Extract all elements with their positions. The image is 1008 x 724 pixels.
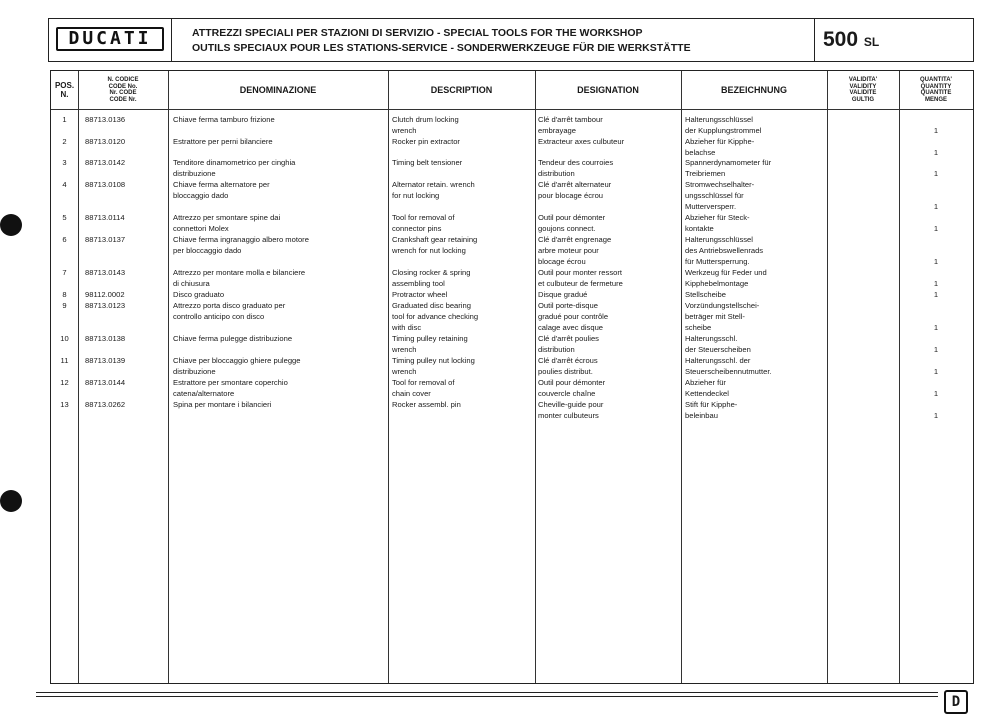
cell-code: 88713.0136 [85,115,126,124]
bottom-rule [36,696,938,697]
cell-qty: 1 [933,290,939,299]
model-number: 500 [823,28,859,51]
col-quantita-header: QUANTITA' QUANTITY QUANTITE MENGE [920,77,952,103]
cell-pos: 10 [60,334,69,343]
col-bezeichnung-header: BEZEICHNUNG [720,85,787,95]
column-divider [827,71,828,683]
cell-en: Clutch drum locking wrench [392,115,459,135]
cell-de: Halterungsschlüssel des Antriebswellenrads für Muttersperrung. [685,235,764,266]
cell-en: Timing belt tensioner [392,158,463,167]
cell-fr: Clé d'arrêt écrous poulies distribut. [538,356,598,376]
cell-it: Chiave ferma tamburo frizione [173,115,275,124]
title-line-2: OUTILS SPECIAUX POUR LES STATIONS-SERVICE - SONDERWERKZEUGE FÜR DIE WERKSTÄTTE [192,42,691,54]
tools-table [50,70,974,684]
cell-pos: 6 [62,235,67,244]
cell-en: Rocker pin extractor [392,137,460,146]
cell-pos: 2 [62,137,67,146]
cell-it: Attrezzo per smontare spine dai connettori Molex [173,213,281,233]
logo-cell [48,18,172,62]
cell-fr: Clé d'arrêt poulies distribution [538,334,599,354]
col-designation-header: DESIGNATION [577,85,639,95]
model-suffix: SL [863,35,880,49]
cell-qty: 1 [933,201,939,211]
cell-code: 98112.0002 [85,290,125,299]
cell-de: Stromwechselhalter- ungsschlüssel für Mutterversperr. [685,180,755,211]
cell-fr: Outil pour monter ressort et culbuteur de fermeture [538,268,623,288]
cell-pos: 5 [62,213,67,222]
cell-code: 88713.0108 [85,180,126,189]
punch-hole [0,490,22,512]
cell-de: Halterungsschlüssel der Kupplungstrommel [685,115,762,135]
cell-code: 88713.0123 [85,301,126,310]
cell-it: Disco graduato [173,290,225,299]
cell-pos: 11 [60,356,69,365]
cell-qty: 1 [933,256,939,266]
cell-en: Tool for removal of chain cover [392,378,455,398]
cell-pos: 8 [62,290,67,299]
cell-qty: 1 [933,125,939,135]
cell-pos: 13 [60,400,69,409]
cell-en: Timing pulley nut locking wrench [392,356,475,376]
col-validita-header: VALIDITA' VALIDITY VALIDITE GULTIG [848,77,878,103]
cell-en: Alternator retain. wrench for nut locking [392,180,475,200]
cell-de: Spannerdynamometer für Treibriemen [685,158,772,178]
cell-de: Halterungsschl. der Steuerscheibennutmutter. [685,356,772,376]
bottom-rule [36,692,938,693]
cell-en: Tool for removal of connector pins [392,213,455,233]
col-pos-header: POS. N. [54,81,75,99]
ducati-mark-icon: D [944,690,968,714]
cell-de: Werkzeug für Feder und Kipphebelmontage [685,268,767,288]
cell-de: Abzieher für Kettendeckel [685,378,729,398]
cell-code: 88713.0142 [85,158,126,167]
col-description-header: DESCRIPTION [430,85,493,95]
cell-code: 88713.0137 [85,235,126,244]
cell-en: Rocker assembl. pin [392,400,461,409]
cell-fr: Outil pour démonter couvercle chaîne [538,378,606,398]
cell-fr: Cheville-guide pour monter culbuteurs [538,400,604,420]
cell-it: Chiave ferma alternatore per bloccaggio dado [173,180,270,200]
cell-en: Timing pulley retaining wrench [392,334,468,354]
cell-qty: 1 [933,322,939,332]
cell-qty: 1 [933,366,939,376]
title-line-1: ATTREZZI SPECIALI PER STAZIONI DI SERVIZIO - SPECIAL TOOLS FOR THE WORKSHOP [192,27,643,39]
cell-pos: 9 [62,301,67,310]
cell-de: Halterungsschl. der Steuerscheiben [685,334,751,354]
cell-de: Abzieher für Steck- kontakte [685,213,750,233]
header-divider [51,109,973,110]
cell-qty: 1 [933,147,939,157]
cell-fr: Clé d'arrêt alternateur pour blocage écrou [538,180,612,200]
cell-de: Stellscheibe [685,290,726,299]
cell-fr: Outil pour démonter goujons connect. [538,213,606,233]
cell-de: Stift für Kipphe- beleinbau [685,400,738,420]
cell-fr: Clé d'arrêt tambour embrayage [538,115,603,135]
cell-code: 88713.0120 [85,137,126,146]
model-label [823,28,879,52]
cell-qty: 1 [933,278,939,288]
col-code-header: N. CODICE CODE No. Nr. CODE CODE Nr. [107,77,139,103]
cell-de: Abzieher für Kipphe- belachse [685,137,755,157]
cell-code: 88713.0138 [85,334,126,343]
cell-it: Tenditore dinamometrico per cinghia distribuzione [173,158,296,178]
column-divider [681,71,682,683]
cell-qty: 1 [933,344,939,354]
cell-it: Estrattore per smontare coperchio catena/alternatore [173,378,288,398]
cell-code: 88713.0114 [85,213,125,222]
cell-pos: 4 [62,180,67,189]
cell-pos: 7 [62,268,67,277]
cell-pos: 1 [62,115,67,124]
cell-it: Spina per montare i bilancieri [173,400,272,409]
cell-de: Vorzündungstellschei- beträger mit Stell- scheibe [685,301,760,332]
cell-fr: Disque gradué [538,290,588,299]
cell-code: 88713.0144 [85,378,126,387]
cell-en: Protractor wheel [392,290,448,299]
cell-it: Chiave per bloccaggio ghiere pulegge distribuzione [173,356,301,376]
cell-fr: Extracteur axes culbuteur [538,137,625,146]
column-divider [78,71,79,683]
cell-fr: Outil porte-disque gradué pour contrôle calage avec disque [538,301,609,332]
cell-code: 88713.0143 [85,268,126,277]
cell-code: 88713.0262 [85,400,126,409]
cell-pos: 3 [62,158,67,167]
cell-en: Closing rocker & spring assembling tool [392,268,471,288]
cell-pos: 12 [60,378,69,387]
punch-hole [0,214,22,236]
column-divider [168,71,169,683]
cell-it: Attrezzo porta disco graduato per controllo anticipo con disco [173,301,286,321]
cell-en: Graduated disc bearing tool for advance checking with disc [392,301,479,332]
cell-it: Attrezzo per montare molla e bilanciere di chiusura [173,268,306,288]
column-divider [388,71,389,683]
cell-qty: 1 [933,223,939,233]
col-denominazione-header: DENOMINAZIONE [239,85,317,95]
cell-it: Chiave ferma ingranaggio albero motore per bloccaggio dado [173,235,309,255]
cell-qty: 1 [933,168,939,178]
cell-code: 88713.0139 [85,356,126,365]
cell-qty: 1 [933,388,939,398]
cell-en: Crankshaft gear retaining wrench for nut locking [392,235,478,255]
cell-qty: 1 [933,410,939,420]
column-divider [535,71,536,683]
cell-it: Estrattore per perni bilanciere [173,137,273,146]
cell-fr: Tendeur des courroies distribution [538,158,614,178]
cell-fr: Clé d'arrêt engrenage arbre moteur pour blocage écrou [538,235,612,266]
cell-it: Chiave ferma pulegge distribuzione [173,334,293,343]
model-cell [814,18,900,62]
ducati-logo: DUCATI [56,27,164,51]
